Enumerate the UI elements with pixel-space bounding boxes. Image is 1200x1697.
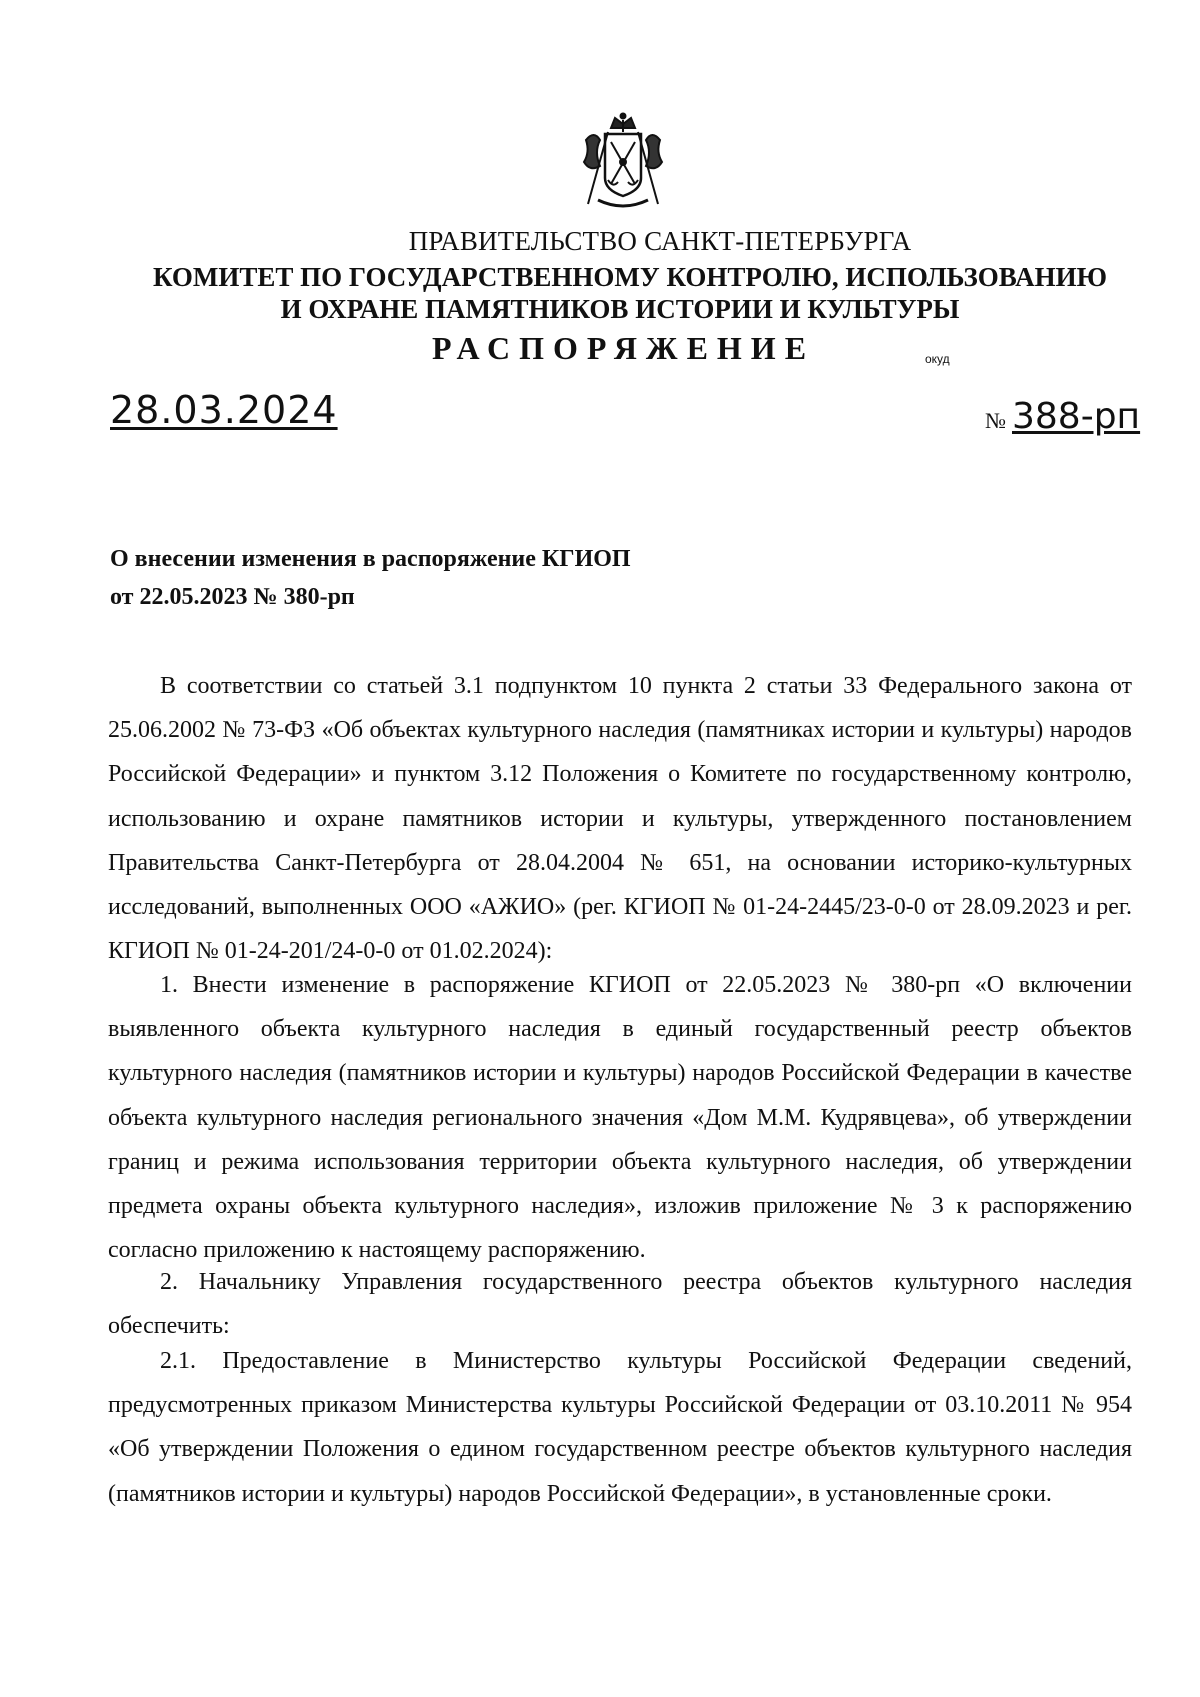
paragraph-text: 1. Внести изменение в распоряжение КГИОП от 22.05.2023 № 380-рп «О включении выявленного объекта культурного наследия в единый государственный реестр объектов культурного наследия (памятников истории и культуры) народов Российской Федерации в качестве объекта культурного наследия регионального значения «Дом М.М. Кудрявцева», об утверждении границ и режима использования территории объекта культурного наследия, об утверждении предмета охраны объекта культурного наследия», изложив приложение № 3 к распоряжению согласно приложению к настоящему распоряжению. [108, 972, 1132, 1264]
subject-line2: от 22.05.2023 № 380-рп [110, 584, 355, 610]
committee-name-line1: КОМИТЕТ ПО ГОСУДАРСТВЕННОМУ КОНТРОЛЮ, ИСПОЛЬЗОВАНИЮ [153, 262, 1107, 292]
document-number: 388-рп [1012, 396, 1141, 437]
okud-label: окуд [925, 352, 950, 366]
saint-petersburg-coat-of-arms-icon [578, 112, 668, 212]
paragraph-item-2-1 [108, 1339, 1132, 1516]
paragraph-text: 2. Начальнику Управления государственного реестра объектов культурного наследия обеспечить: [108, 1269, 1132, 1340]
number-sign: № [985, 408, 1006, 433]
government-name: ПРАВИТЕЛЬСТВО САНКТ-ПЕТЕРБУРГА [408, 226, 912, 256]
paragraph-item-1 [108, 963, 1132, 1272]
document-date: 28.03.2024 [110, 388, 338, 432]
paragraph-text: В соответствии со статьей 3.1 подпунктом 10 пункта 2 статьи 33 Федерального закона от 25.06.2002 № 73-ФЗ «Об объектах культурного наследия (памятниках истории и культуры) народов Российской Федерации» и пунктом 3.12 Положения о Комитете по государственному контролю, использованию и охране памятников истории и культуры, утвержденного постановлением Правительства Санкт-Петербурга от 28.04.2004 № 651, на основании историко-культурных исследований, выполненных ООО «АЖИО» (рег. КГИОП № 01-24-2445/23-0-0 от 28.09.2023 и рег. КГИОП № 01-24-201/24-0-0 от 01.02.2024): [108, 673, 1132, 965]
committee-name-line2: И ОХРАНЕ ПАМЯТНИКОВ ИСТОРИИ И КУЛЬТУРЫ [280, 294, 960, 324]
paragraph-text: 2.1. Предоставление в Министерство культуры Российской Федерации сведений, предусмотренных приказом Министерства культуры Российской Федерации от 03.10.2011 № 954 «Об утверждении Положения о едином государственном реестре объектов культурного наследия (памятников истории и культуры) народов Российской Федерации», в установленные сроки. [108, 1348, 1132, 1507]
subject-line1: О внесении изменения в распоряжение КГИОП [110, 546, 631, 572]
paragraph-preamble [108, 664, 1132, 973]
document-type: РАСПОРЯЖЕНИЕ [432, 330, 816, 366]
paragraph-item-2 [108, 1260, 1132, 1348]
